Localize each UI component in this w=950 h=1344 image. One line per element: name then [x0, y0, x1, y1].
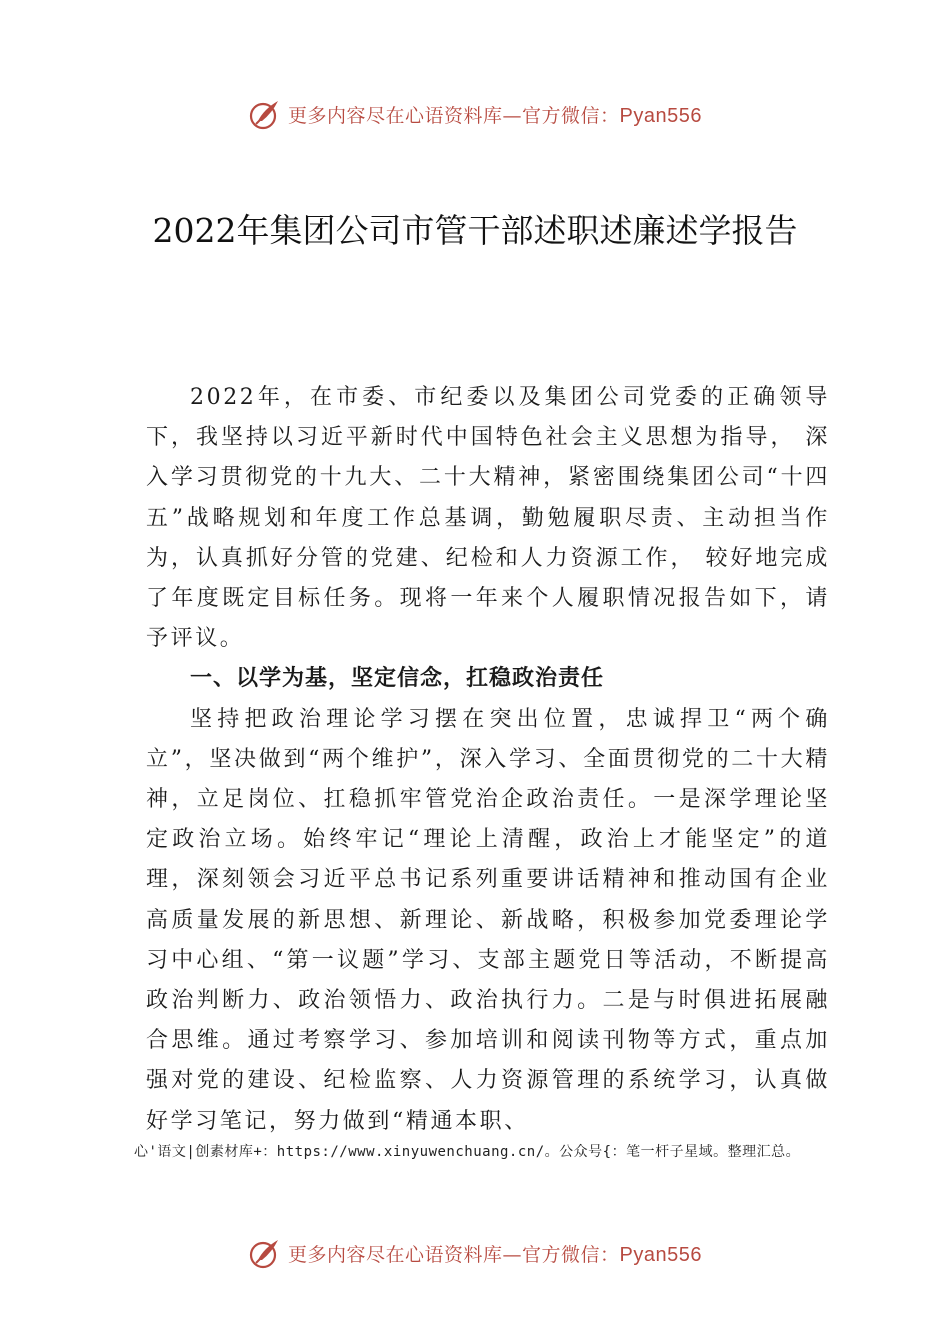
- document-title: 2022年集团公司市管干部述职述廉述学报告: [152, 211, 798, 250]
- banner-text: [288, 101, 702, 128]
- section-1-paragraph: 坚持把政治理论学习摆在突出位置，忠诚捍卫“两个确立”，坚决做到“两个维护”，深入学习、全面贯彻党的二十大精神，立足岗位、扛稳抓牢管党治企政治责任。一是深学理论坚定政治立场。始终牢记“理论上清醒，政治上才能坚定”的道理，深刻领会习近平总书记系列重要讲话精神和推动国有企业高质量发展的新思想、新理论、新战略，积极参加党委理论学习中心组、“第一议题”学习、支部主题党日等活动，不断提高政治判断力、政治领悟力、政治执行力。二是与时俱进拓展融合思维。通过考察学习、参加培训和阅读刊物等方式，重点加强对党的建设、纪检监察、人力资源管理的系统学习，认真做好学习笔记，努力做到“精通本职、: [146, 706, 830, 1134]
- document-body: [146, 378, 830, 1142]
- quill-logo-icon: [248, 97, 282, 131]
- banner-dash: —: [502, 104, 523, 127]
- banner-handle: Pyan556: [619, 104, 702, 127]
- source-footnote: 心'语文|创素材库+：https://www.xinyuwenchuang.cn/。公众号{：笔一杆子星域。整理汇总。: [134, 1144, 801, 1160]
- banner-main: 更多内容尽在心语资料库: [288, 1243, 503, 1266]
- banner-handle: Pyan556: [619, 1243, 702, 1266]
- intro-paragraph: 2022年，在市委、市纪委以及集团公司党委的正确领导下，我坚持以习近平新时代中国特色社会主义思想为指导， 深入学习贯彻党的十九大、二十大精神，紧密围绕集团公司“十四五”战略规划和年度工作总基调，勤勉履职尽责、主动担当作为，认真抓好分管的党建、纪检和人力资源工作， 较好地完成了年度既定目标任务。现将一年来个人履职情况报告如下，请予评议。: [146, 385, 830, 652]
- banner-main: 更多内容尽在心语资料库: [288, 104, 503, 127]
- banner-label: 官方微信：: [522, 104, 620, 127]
- quill-logo-icon: [248, 1236, 282, 1270]
- banner-text: [288, 1240, 702, 1267]
- banner-label: 官方微信：: [522, 1243, 620, 1266]
- banner-dash: —: [502, 1243, 523, 1266]
- section-1-heading: 一、以学为基，坚定信念，扛稳政治责任: [190, 666, 605, 692]
- top-banner: [0, 94, 950, 134]
- bottom-banner: [0, 1233, 950, 1273]
